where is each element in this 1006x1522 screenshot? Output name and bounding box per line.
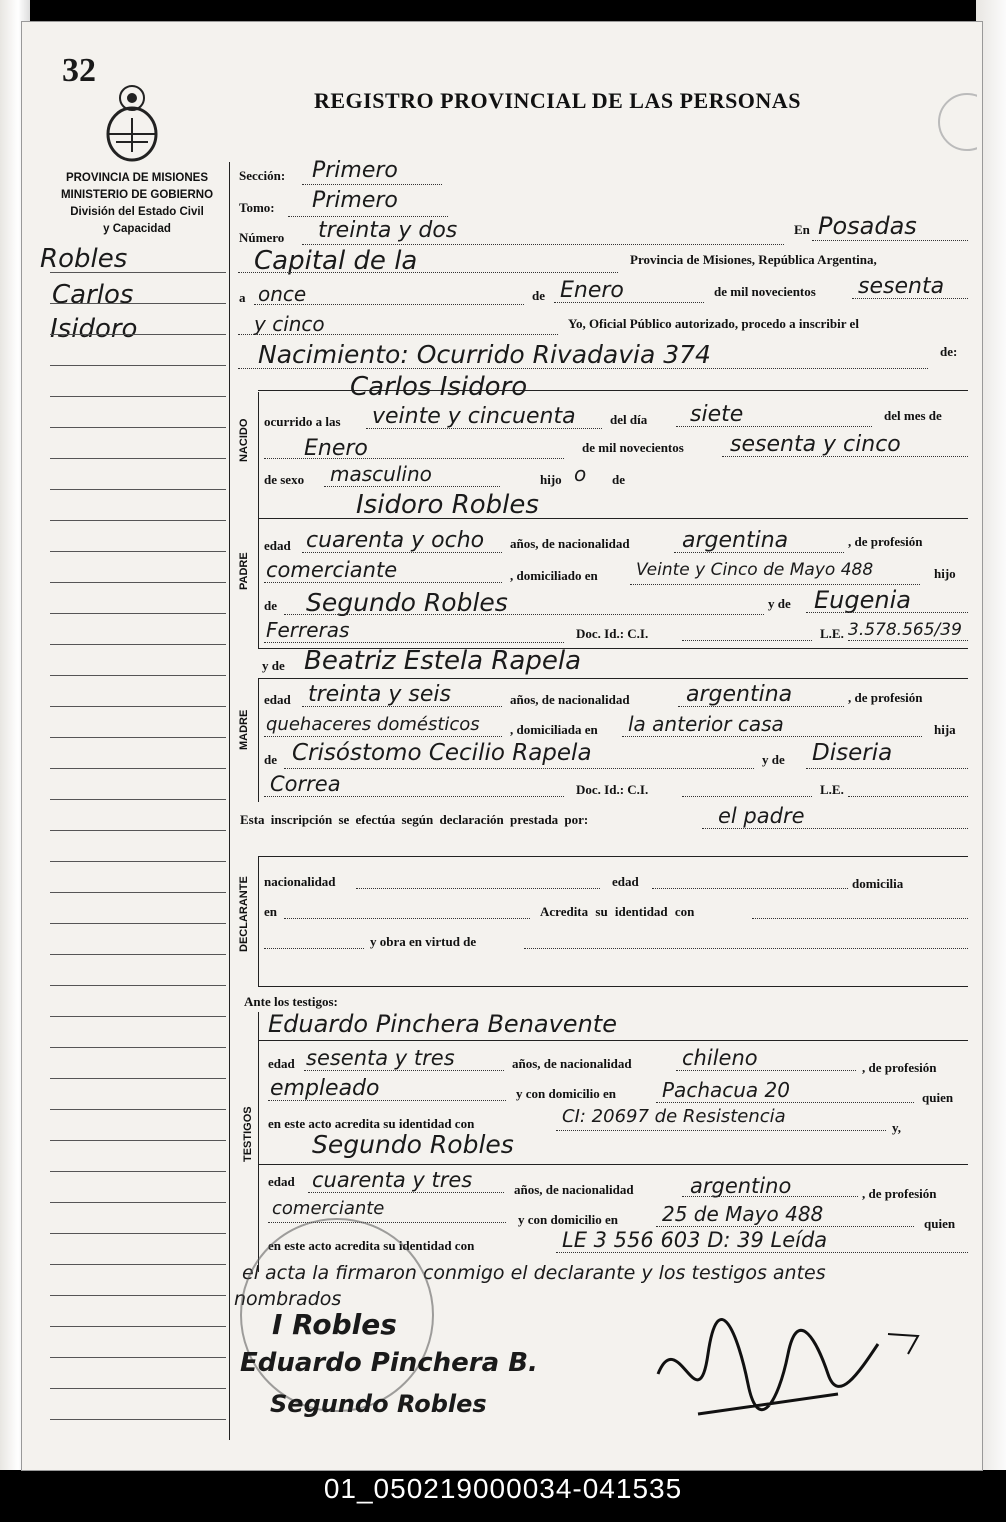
page-number: 32 xyxy=(62,52,96,89)
seccion-line xyxy=(302,184,442,185)
padre-dom-value: Veinte y Cinco de Mayo 488 xyxy=(636,560,874,580)
padre-nac-label: años, de nacionalidad xyxy=(510,536,630,551)
madre-edad-label: edad xyxy=(264,692,291,707)
margin-ruled-line xyxy=(50,799,226,800)
tomo-value: Primero xyxy=(312,188,398,213)
padre-de-value: Segundo Robles xyxy=(306,588,508,617)
margin-divider xyxy=(229,162,230,1440)
margin-ruled-line xyxy=(50,737,226,738)
en-label: En xyxy=(794,222,810,237)
de-line xyxy=(554,302,704,303)
testigo-1-prof-line xyxy=(268,1100,506,1101)
division-sublabel: y Capacidad xyxy=(103,223,171,235)
closing-line-2: nombrados xyxy=(234,1288,342,1310)
faded-seal-icon xyxy=(927,82,977,152)
padre-prof-line xyxy=(264,582,502,583)
margin-ruled-line xyxy=(50,1047,226,1048)
padre-edad-label: edad xyxy=(264,538,291,553)
madre-nac-line xyxy=(678,706,844,707)
declarante-nac-label: nacionalidad xyxy=(264,874,336,889)
margin-ruled-line xyxy=(50,1264,226,1265)
padre-le-value: 3.578.565/39 xyxy=(848,620,962,640)
testigo-2-nombre: Segundo Robles xyxy=(312,1130,514,1159)
padre-edad-line xyxy=(302,552,502,553)
margin-ruled-line xyxy=(50,1016,226,1017)
nacido-bottom-line xyxy=(258,518,968,519)
capital-value: Capital de la xyxy=(254,246,418,276)
nacido-side-label: NACIDO xyxy=(238,418,250,462)
madre-dom-value: la anterior casa xyxy=(628,712,784,736)
testigo-2-edad-label: edad xyxy=(268,1174,295,1189)
testigo-2-dom-value: 25 de Mayo 488 xyxy=(662,1202,824,1226)
signature-testigo-2: Segundo Robles xyxy=(270,1390,487,1418)
margin-ruled-line xyxy=(50,582,226,583)
margin-surname: Robles xyxy=(40,244,128,274)
madre-edad-value: treinta y seis xyxy=(308,682,451,707)
testigo-1-nac-label: años, de nacionalidad xyxy=(512,1056,632,1071)
hora-value: veinte y cincuenta xyxy=(372,404,576,429)
sexo-label: de sexo xyxy=(264,472,305,487)
nacido-bracket xyxy=(258,392,259,518)
nacido-mil-label: de mil novecientos xyxy=(582,440,684,455)
closing-line-1: el acta la firmaron conmigo el declarante y los testigos antes xyxy=(242,1262,826,1284)
madre-edad-line xyxy=(302,706,502,707)
margin-ruled-line xyxy=(50,675,226,676)
margin-ruled-line xyxy=(50,1326,226,1327)
anio-1-value: sesenta xyxy=(858,274,945,299)
margin-ruled-line xyxy=(50,458,226,459)
margin-ruled-line xyxy=(50,1171,226,1172)
nacimiento-value: Nacimiento: Ocurrido Rivadavia 374 xyxy=(258,340,711,369)
testigo-2-dom-line xyxy=(656,1226,914,1227)
del-mes-label: del mes de xyxy=(884,408,942,423)
nacido-padre-value: Isidoro Robles xyxy=(356,490,539,520)
testigo-1-prof-value: empleado xyxy=(270,1076,380,1101)
madre-yde2-label: y de xyxy=(762,752,785,767)
margin-ruled-line xyxy=(50,489,226,490)
sexo-value: masculino xyxy=(330,462,432,486)
declarante-obra-pre-line xyxy=(264,948,364,949)
testigo-2-edad-value: cuarenta y tres xyxy=(312,1168,473,1192)
margin-ruled-line xyxy=(50,272,226,273)
dia-value: siete xyxy=(690,402,744,427)
ministry-label: MINISTERIO DE GOBIERNO xyxy=(60,189,214,201)
madre-prof-line xyxy=(264,736,502,737)
testigo-2-nac-line xyxy=(682,1196,858,1197)
padre-dom-line xyxy=(630,584,920,585)
madre-madre-de-2-line xyxy=(264,796,564,797)
madre-madre-de-2-value: Correa xyxy=(270,772,341,796)
madre-nac-value: argentina xyxy=(686,682,793,707)
declarante-nac-line xyxy=(356,888,600,889)
madre-le-line xyxy=(848,796,968,797)
document-id-footer: 01_050219000034-041535 xyxy=(323,1473,683,1504)
madre-madre-de-value: Diseria xyxy=(812,740,893,766)
sexo-line xyxy=(324,486,500,487)
argentina-coat-of-arms-icon xyxy=(102,82,162,164)
declarante-obra-line xyxy=(524,948,968,949)
margin-ruled-line xyxy=(50,861,226,862)
margin-ruled-line xyxy=(50,644,226,645)
testigo-1-y-label: y, xyxy=(892,1120,902,1135)
margin-ruled-line xyxy=(50,396,226,397)
hijo-value: o xyxy=(574,462,587,486)
nacido-anio-value: sesenta y cinco xyxy=(730,432,901,457)
margin-ruled-line xyxy=(50,1233,226,1234)
nombre-line xyxy=(258,390,968,391)
numero-value: treinta y dos xyxy=(318,218,458,243)
margin-ruled-line xyxy=(50,551,226,552)
testigo-2-nombre-line xyxy=(258,1164,968,1165)
margin-ruled-line xyxy=(50,1388,226,1389)
madre-nombre-value: Beatriz Estela Rapela xyxy=(304,646,582,676)
testigo-1-nac-line xyxy=(676,1070,856,1071)
mil-label: de mil novecientos xyxy=(714,284,816,299)
padre-madre-de-value: Eugenia xyxy=(814,586,911,614)
testigo-1-dom-line xyxy=(656,1102,914,1103)
testigo-2-prof-label: , de profesión xyxy=(862,1186,937,1201)
en-line xyxy=(812,240,968,241)
provincia-text: Provincia de Misiones, República Argentina, xyxy=(630,252,877,267)
testigo-2-id-line xyxy=(556,1252,968,1253)
margin-ruled-line xyxy=(50,954,226,955)
padre-le-label: L.E. xyxy=(820,626,844,641)
testigo-1-nombre-line xyxy=(258,1040,968,1041)
testigo-1-prof-label: , de profesión xyxy=(862,1060,937,1075)
margin-ruled-line xyxy=(50,427,226,428)
declarante-acredita-label: Acredita su identidad con xyxy=(540,904,695,919)
testigo-1-nac-value: chileno xyxy=(682,1046,758,1070)
declaracion-line xyxy=(702,828,968,829)
madre-doc-line xyxy=(682,796,812,797)
de-mes-value: Enero xyxy=(560,278,624,303)
testigos-bracket xyxy=(258,1012,259,1272)
capital-line xyxy=(238,272,618,273)
madre-nombre-line xyxy=(258,678,968,679)
nacido-anio-line xyxy=(722,456,968,457)
margin-ruled-line xyxy=(50,1078,226,1079)
declarante-en-label: en xyxy=(264,904,277,919)
margin-first-name: Carlos xyxy=(52,280,134,310)
testigo-1-id-line xyxy=(556,1130,886,1131)
tomo-line xyxy=(288,216,448,217)
madre-bracket xyxy=(258,678,259,802)
margin-ruled-line xyxy=(50,1202,226,1203)
testigo-1-dom-label: y con domicilio en xyxy=(516,1086,617,1101)
madre-madre-de-line xyxy=(806,768,968,769)
margin-ruled-line xyxy=(50,1109,226,1110)
declarante-acredita-line xyxy=(752,918,968,919)
madre-doc-label: Doc. Id.: C.I. xyxy=(576,782,649,797)
madre-padre-de-line xyxy=(284,768,754,769)
margin-ruled-line xyxy=(50,706,226,707)
anio-1-line xyxy=(852,298,968,299)
declarante-domicilia-label: domicilia xyxy=(852,876,904,891)
padre-nac-value: argentina xyxy=(682,528,789,553)
declaracion-text: Esta inscripción se efectúa según declaración prestada por: xyxy=(240,812,589,827)
document-title: REGISTRO PROVINCIAL DE LAS PERSONAS xyxy=(314,88,801,113)
a-line xyxy=(254,304,524,305)
padre-doc-line xyxy=(682,640,812,641)
mes-line xyxy=(264,458,564,459)
testigo-1-nombre: Eduardo Pinchera Benavente xyxy=(268,1010,617,1038)
dia-line xyxy=(676,426,872,427)
signature-testigo-1: Eduardo Pinchera B. xyxy=(240,1348,538,1378)
testigo-2-id-value: LE 3 556 603 D: 39 Leída xyxy=(562,1228,828,1252)
padre-bracket xyxy=(258,518,259,648)
padre-prof-value: comerciante xyxy=(266,558,398,582)
padre-yde-label: y de xyxy=(768,596,791,611)
madre-nac-label: años, de nacionalidad xyxy=(510,692,630,707)
signature-declarante: I Robles xyxy=(272,1308,397,1341)
declarante-bracket xyxy=(258,856,259,986)
margin-ruled-line xyxy=(50,892,226,893)
testigos-side-label: TESTIGOS xyxy=(242,1106,254,1162)
mes-value: Enero xyxy=(304,436,368,461)
madre-yde-label: y de xyxy=(262,658,285,673)
padre-madre-de-2-value: Ferreras xyxy=(266,618,350,642)
margin-ruled-line xyxy=(50,520,226,521)
seccion-label: Sección: xyxy=(239,168,286,183)
madre-prof-value: quehaceres domésticos xyxy=(266,714,480,735)
declarante-top-line xyxy=(258,856,968,857)
padre-hijo-label: hijo xyxy=(934,566,956,581)
de-colon-label: de: xyxy=(940,344,958,359)
testigo-2-nac-value: argentino xyxy=(690,1174,792,1198)
declaracion-value: el padre xyxy=(718,804,805,828)
margin-ruled-line xyxy=(50,613,226,614)
tomo-label: Tomo: xyxy=(239,200,275,215)
division-label: División del Estado Civil xyxy=(70,206,204,218)
padre-madre-de-2-line xyxy=(264,642,564,643)
declarante-edad-line xyxy=(652,888,848,889)
madre-hija-label: hija xyxy=(934,722,956,737)
nacimiento-line xyxy=(238,368,928,369)
padre-edad-value: cuarenta y ocho xyxy=(306,528,485,553)
madre-de-label: de xyxy=(264,752,277,767)
margin-middle-name: Isidoro xyxy=(50,314,138,344)
hora-line xyxy=(366,428,602,429)
testigo-2-prof-value: comerciante xyxy=(272,1198,385,1219)
testigo-1-edad-line xyxy=(304,1070,504,1071)
seccion-value: Primero xyxy=(312,158,398,183)
padre-prof-label: , de profesión xyxy=(848,534,923,549)
testigo-2-acredita-label: en este acto acredita su identidad con xyxy=(268,1238,475,1253)
madre-dom-line xyxy=(622,736,922,737)
hijo-label: hijo xyxy=(540,472,562,487)
margin-ruled-line xyxy=(50,1357,226,1358)
testigo-1-edad-value: sesenta y tres xyxy=(306,1046,455,1070)
margin-ruled-line xyxy=(50,334,226,335)
margin-ruled-line xyxy=(50,303,226,304)
ocurrido-label: ocurrido a las xyxy=(264,414,341,429)
nombre-value: Carlos Isidoro xyxy=(350,372,528,402)
a-dia-value: once xyxy=(258,282,307,306)
issuer-block xyxy=(42,170,232,238)
padre-doc-label: Doc. Id.: C.I. xyxy=(576,626,649,641)
padre-le-line xyxy=(848,640,968,641)
margin-ruled-line xyxy=(50,985,226,986)
testigo-2-quien-label: quien xyxy=(924,1216,956,1231)
testigos-ante-label: Ante los testigos: xyxy=(244,994,338,1009)
madre-le-label: L.E. xyxy=(820,782,844,797)
padre-dom-label: , domiciliado en xyxy=(510,568,598,583)
margin-ruled-line xyxy=(50,1140,226,1141)
testigo-2-dom-label: y con domicilio en xyxy=(518,1212,619,1227)
margin-ruled-line xyxy=(50,365,226,366)
declarante-edad-label: edad xyxy=(612,874,639,889)
en-value: Posadas xyxy=(818,212,917,240)
oficial-text: Yo, Oficial Público autorizado, procedo a inscribir el xyxy=(568,316,859,331)
testigo-1-acredita-label: en este acto acredita su identidad con xyxy=(268,1116,475,1131)
padre-nac-line xyxy=(674,552,844,553)
numero-line xyxy=(302,244,784,245)
testigo-1-dom-value: Pachacua 20 xyxy=(662,1078,790,1102)
del-dia-label: del día xyxy=(610,412,648,427)
testigo-2-nac-label: años, de nacionalidad xyxy=(514,1182,634,1197)
testigo-1-quien-label: quien xyxy=(922,1090,954,1105)
madre-side-label: MADRE xyxy=(238,709,250,750)
declarante-side-label: DECLARANTE xyxy=(238,876,250,952)
margin-ruled-line xyxy=(50,1419,226,1420)
margin-ruled-line xyxy=(50,1295,226,1296)
birth-certificate-page xyxy=(22,22,982,1470)
numero-label: Número xyxy=(239,230,285,245)
signature-official-scribble xyxy=(638,1314,938,1434)
padre-madre-de-line xyxy=(806,612,968,613)
testigo-2-edad-line xyxy=(308,1192,504,1193)
province-label: PROVINCIA DE MISIONES xyxy=(65,172,209,184)
anio-2-line xyxy=(238,334,558,335)
declarante-obra-label: y obra en virtud de xyxy=(370,934,477,949)
de-label: de xyxy=(532,288,545,303)
margin-ruled-line xyxy=(50,830,226,831)
madre-dom-label: , domiciliada en xyxy=(510,722,598,737)
anio-2-value: y cinco xyxy=(254,312,325,336)
padre-side-label: PADRE xyxy=(238,552,250,590)
padre-de-line xyxy=(284,614,764,615)
margin-ruled-line xyxy=(50,923,226,924)
a-label: a xyxy=(239,290,246,305)
testigo-1-edad-label: edad xyxy=(268,1056,295,1071)
padre-de-label: de xyxy=(264,598,277,613)
margin-ruled-line xyxy=(50,768,226,769)
madre-padre-de-value: Crisóstomo Cecilio Rapela xyxy=(292,740,592,766)
testigo-1-id-value: CI: 20697 de Resistencia xyxy=(562,1106,786,1127)
declarante-bottom-line xyxy=(258,986,968,987)
nacido-de-label: de xyxy=(612,472,625,487)
madre-prof-label: , de profesión xyxy=(848,690,923,705)
declarante-en-line xyxy=(284,918,530,919)
